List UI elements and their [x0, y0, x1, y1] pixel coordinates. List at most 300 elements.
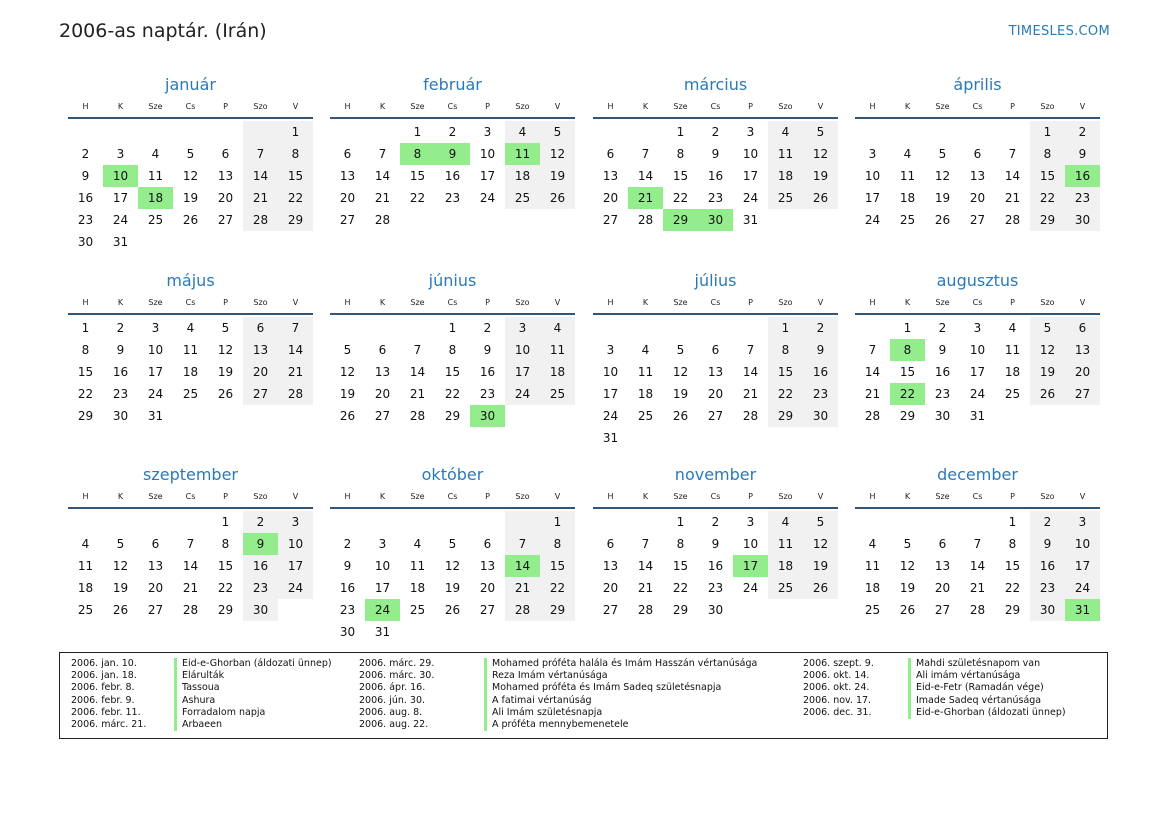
- day-cell: 27: [707, 409, 724, 423]
- empty-cell: [593, 511, 628, 533]
- day-cell: 28: [243, 209, 278, 231]
- month-4: [855, 73, 1100, 231]
- weekday-header: V: [540, 487, 575, 509]
- day-cell: 28: [1004, 213, 1021, 227]
- empty-cell: [470, 209, 505, 231]
- day-cell: 29: [768, 405, 803, 427]
- weekday-header: H: [330, 487, 365, 509]
- day-cell: 5: [803, 511, 838, 533]
- day-cell: 11: [77, 559, 94, 573]
- empty-cell: [208, 231, 243, 253]
- day-cell: 5: [221, 321, 230, 335]
- empty-cell: [733, 599, 768, 621]
- day-cell: 19: [803, 555, 838, 577]
- month-name: február: [423, 75, 482, 94]
- weekday-header: H: [593, 487, 628, 509]
- day-cell: 10: [969, 343, 986, 357]
- month-5: [68, 269, 313, 427]
- day-cell: 6: [483, 537, 492, 551]
- day-cell: 13: [602, 169, 619, 183]
- legend-holiday-name: Arbaeen: [174, 719, 332, 731]
- day-cell: 1: [768, 317, 803, 339]
- day-cell: 5: [540, 121, 575, 143]
- weekday-header: V: [1065, 293, 1100, 315]
- weekday-header: K: [103, 293, 138, 315]
- day-cell: 25: [768, 187, 803, 209]
- day-cell: 17: [733, 555, 768, 577]
- day-cell: 7: [641, 147, 650, 161]
- day-cell: 18: [540, 361, 575, 383]
- weekday-header: Cs: [960, 293, 995, 315]
- day-cell: 12: [1030, 339, 1065, 361]
- empty-cell: [663, 427, 698, 449]
- day-cell: 21: [374, 191, 391, 205]
- legend-date: 2006. febr. 8.: [71, 682, 135, 694]
- legend-date: 2006. okt. 24.: [803, 682, 870, 694]
- day-cell: 24: [742, 581, 759, 595]
- day-cell: 8: [676, 537, 685, 551]
- day-cell: 9: [938, 343, 947, 357]
- day-cell: 31: [374, 625, 391, 639]
- weekday-header: V: [1065, 487, 1100, 509]
- weekday-header: Szo: [768, 293, 803, 315]
- day-cell: 26: [803, 577, 838, 599]
- day-cell: 4: [151, 147, 160, 161]
- weekday-header: Szo: [505, 293, 540, 315]
- day-cell: 10: [1065, 533, 1100, 555]
- weekday-header: K: [890, 293, 925, 315]
- weekday-header: H: [593, 293, 628, 315]
- day-cell: 7: [186, 537, 195, 551]
- day-cell: 17: [147, 365, 164, 379]
- day-cell: 27: [934, 603, 951, 617]
- day-cell: 14: [864, 365, 881, 379]
- day-cell: 19: [182, 191, 199, 205]
- day-cell: 13: [934, 559, 951, 573]
- day-cell: 16: [479, 365, 496, 379]
- day-cell: 13: [707, 365, 724, 379]
- day-cell: 21: [409, 387, 426, 401]
- empty-cell: [435, 621, 470, 643]
- day-cell: 19: [444, 581, 461, 595]
- day-cell: 2: [711, 125, 720, 139]
- day-cell: 4: [505, 121, 540, 143]
- day-cell: 5: [803, 121, 838, 143]
- day-cell: 3: [116, 147, 125, 161]
- empty-cell: [925, 121, 960, 143]
- day-cell: 16: [803, 361, 838, 383]
- day-cell: 14: [409, 365, 426, 379]
- empty-cell: [768, 427, 803, 449]
- day-cell: 2: [81, 147, 90, 161]
- day-cell: 6: [938, 537, 947, 551]
- day-cell: 3: [1065, 511, 1100, 533]
- day-cell: 1: [81, 321, 90, 335]
- day-cell: 15: [77, 365, 94, 379]
- day-cell: 17: [112, 191, 129, 205]
- empty-cell: [278, 231, 313, 253]
- day-cell: 9: [1065, 143, 1100, 165]
- day-cell: 25: [540, 383, 575, 405]
- weekday-header: Cs: [960, 487, 995, 509]
- day-cell: 29: [1030, 209, 1065, 231]
- empty-cell: [470, 621, 505, 643]
- empty-cell: [470, 511, 505, 533]
- weekday-header: Sze: [400, 487, 435, 509]
- weekday-header: Sze: [400, 97, 435, 119]
- day-cell: 22: [1030, 187, 1065, 209]
- site-link[interactable]: TIMESLES.COM: [1008, 24, 1110, 39]
- day-cell: 23: [1030, 577, 1065, 599]
- day-cell: 3: [505, 317, 540, 339]
- day-cell: 5: [116, 537, 125, 551]
- day-cell: 28: [374, 213, 391, 227]
- empty-cell: [173, 121, 208, 143]
- day-cell: 3: [746, 515, 755, 529]
- day-cell: 11: [505, 143, 540, 165]
- weekday-header: K: [628, 487, 663, 509]
- empty-cell: [803, 209, 838, 231]
- day-cell: 22: [540, 577, 575, 599]
- weekday-header: P: [208, 487, 243, 509]
- empty-cell: [628, 511, 663, 533]
- month-6: [330, 269, 575, 427]
- weekday-header: Cs: [698, 487, 733, 509]
- day-cell: 8: [278, 143, 313, 165]
- day-cell: 16: [243, 555, 278, 577]
- empty-cell: [628, 121, 663, 143]
- day-cell: 23: [112, 387, 129, 401]
- day-cell: 20: [479, 581, 496, 595]
- legend-dates-col2: [359, 658, 434, 731]
- day-cell: 31: [742, 213, 759, 227]
- weekday-header: Sze: [925, 97, 960, 119]
- day-cell: 15: [768, 361, 803, 383]
- day-cell: 13: [374, 365, 391, 379]
- day-cell: 28: [409, 409, 426, 423]
- day-cell: 18: [182, 365, 199, 379]
- day-cell: 25: [77, 603, 94, 617]
- day-cell: 28: [742, 409, 759, 423]
- day-cell: 15: [278, 165, 313, 187]
- weekday-header: K: [628, 293, 663, 315]
- day-cell: 4: [868, 537, 877, 551]
- legend-dates-col3: [803, 658, 874, 719]
- weekday-header: V: [278, 293, 313, 315]
- day-cell: 27: [1065, 383, 1100, 405]
- legend-date: 2006. okt. 14.: [803, 670, 870, 682]
- empty-cell: [925, 511, 960, 533]
- day-cell: 13: [339, 169, 356, 183]
- legend-date: 2006. aug. 22.: [359, 718, 429, 730]
- day-cell: 10: [479, 147, 496, 161]
- day-cell: 20: [969, 191, 986, 205]
- empty-cell: [435, 511, 470, 533]
- day-cell: 9: [711, 147, 720, 161]
- day-cell: 19: [112, 581, 129, 595]
- day-cell: 3: [973, 321, 982, 335]
- day-cell: 8: [221, 537, 230, 551]
- empty-cell: [173, 511, 208, 533]
- day-cell: 6: [343, 147, 352, 161]
- day-cell: 30: [112, 409, 129, 423]
- empty-cell: [330, 121, 365, 143]
- legend-date: 2006. febr. 11.: [71, 706, 141, 718]
- weekday-header: K: [365, 293, 400, 315]
- day-cell: 24: [365, 599, 400, 621]
- day-cell: 6: [1065, 317, 1100, 339]
- weekday-header: H: [855, 293, 890, 315]
- weekday-header: K: [103, 97, 138, 119]
- day-cell: 2: [938, 321, 947, 335]
- day-cell: 23: [339, 603, 356, 617]
- weekday-header: P: [470, 293, 505, 315]
- weekday-header: Cs: [173, 487, 208, 509]
- day-cell: 12: [182, 169, 199, 183]
- day-cell: 15: [1004, 559, 1021, 573]
- day-cell: 30: [470, 405, 505, 427]
- day-cell: 23: [934, 387, 951, 401]
- day-cell: 15: [1030, 165, 1065, 187]
- day-cell: 29: [278, 209, 313, 231]
- holiday-legend: [59, 652, 1108, 739]
- day-cell: 10: [278, 533, 313, 555]
- empty-cell: [365, 317, 400, 339]
- day-cell: 10: [602, 365, 619, 379]
- weekday-header: Cs: [435, 293, 470, 315]
- day-cell: 30: [698, 209, 733, 231]
- day-cell: 27: [147, 603, 164, 617]
- weekday-header: P: [995, 97, 1030, 119]
- day-cell: 8: [676, 147, 685, 161]
- weekday-header: K: [890, 487, 925, 509]
- day-cell: 12: [803, 143, 838, 165]
- day-cell: 26: [112, 603, 129, 617]
- weekday-header: P: [733, 487, 768, 509]
- day-cell: 30: [934, 409, 951, 423]
- month-name: december: [937, 465, 1018, 484]
- empty-cell: [173, 231, 208, 253]
- page-title: 2006-as naptár. (Irán): [59, 20, 267, 42]
- legend-date: 2006. aug. 8.: [359, 706, 423, 718]
- weekday-header: P: [995, 293, 1030, 315]
- day-cell: 14: [182, 559, 199, 573]
- legend-holiday-name: A fatimai vértanúság: [484, 695, 757, 707]
- day-cell: 25: [182, 387, 199, 401]
- empty-cell: [890, 121, 925, 143]
- legend-holiday-name: Eid-e-Ghorban (áldozati ünnep): [174, 658, 332, 670]
- day-cell: 4: [641, 343, 650, 357]
- day-cell: 20: [217, 191, 234, 205]
- weekday-header: Sze: [663, 97, 698, 119]
- day-cell: 6: [243, 317, 278, 339]
- day-cell: 24: [1065, 577, 1100, 599]
- day-cell: 1: [676, 515, 685, 529]
- day-cell: 6: [221, 147, 230, 161]
- day-cell: 10: [864, 169, 881, 183]
- day-cell: 14: [505, 555, 540, 577]
- weekday-header: Cs: [435, 97, 470, 119]
- day-cell: 9: [116, 343, 125, 357]
- day-cell: 26: [444, 603, 461, 617]
- day-cell: 7: [868, 343, 877, 357]
- day-cell: 1: [278, 121, 313, 143]
- empty-cell: [138, 511, 173, 533]
- day-cell: 22: [672, 581, 689, 595]
- day-cell: 20: [602, 581, 619, 595]
- legend-holiday-name: Imade Sadeq vértanúsága: [908, 695, 1066, 707]
- day-cell: 4: [768, 121, 803, 143]
- day-cell: 2: [803, 317, 838, 339]
- empty-cell: [173, 405, 208, 427]
- day-cell: 14: [637, 559, 654, 573]
- empty-cell: [960, 511, 995, 533]
- day-cell: 8: [768, 339, 803, 361]
- weekday-header: P: [470, 97, 505, 119]
- weekday-header: H: [330, 293, 365, 315]
- day-cell: 19: [803, 165, 838, 187]
- day-cell: 22: [217, 581, 234, 595]
- day-cell: 11: [864, 559, 881, 573]
- day-cell: 16: [707, 169, 724, 183]
- empty-cell: [208, 405, 243, 427]
- day-cell: 1: [903, 321, 912, 335]
- day-cell: 10: [374, 559, 391, 573]
- empty-cell: [330, 317, 365, 339]
- day-cell: 17: [1065, 555, 1100, 577]
- legend-holiday-name: Mohamed próféta és Imám Sadeq születésnapja: [484, 682, 757, 694]
- day-cell: 4: [768, 511, 803, 533]
- empty-cell: [855, 121, 890, 143]
- day-cell: 31: [112, 235, 129, 249]
- legend-holiday-name: Eid-e-Ghorban (áldozati ünnep): [908, 707, 1066, 719]
- day-cell: 29: [77, 409, 94, 423]
- day-cell: 4: [540, 317, 575, 339]
- day-cell: 19: [1030, 361, 1065, 383]
- day-cell: 29: [217, 603, 234, 617]
- month-name: szeptember: [142, 465, 238, 484]
- day-cell: 14: [1004, 169, 1021, 183]
- day-cell: 19: [339, 387, 356, 401]
- day-cell: 22: [278, 187, 313, 209]
- legend-date: 2006. jan. 10.: [71, 658, 137, 669]
- day-cell: 19: [899, 581, 916, 595]
- weekday-header: Szo: [1030, 487, 1065, 509]
- legend-date: 2006. márc. 30.: [359, 670, 435, 682]
- day-cell: 8: [540, 533, 575, 555]
- weekday-header: V: [278, 487, 313, 509]
- day-cell: 9: [803, 339, 838, 361]
- day-cell: 13: [243, 339, 278, 361]
- day-cell: 11: [540, 339, 575, 361]
- day-cell: 3: [278, 511, 313, 533]
- empty-cell: [803, 427, 838, 449]
- weekday-header: V: [803, 293, 838, 315]
- empty-cell: [995, 405, 1030, 427]
- day-cell: 30: [243, 599, 278, 621]
- day-cell: 9: [483, 343, 492, 357]
- day-cell: 27: [969, 213, 986, 227]
- day-cell: 3: [746, 125, 755, 139]
- legend-holiday-name: Tassoua: [174, 682, 332, 694]
- legend-holiday-name: Forradalom napja: [174, 707, 332, 719]
- day-cell: 28: [182, 603, 199, 617]
- legend-date: 2006. jan. 18.: [71, 670, 137, 682]
- day-cell: 4: [903, 147, 912, 161]
- day-cell: 25: [768, 577, 803, 599]
- day-cell: 2: [116, 321, 125, 335]
- day-cell: 18: [899, 191, 916, 205]
- day-cell: 21: [182, 581, 199, 595]
- day-cell: 24: [602, 409, 619, 423]
- day-cell: 28: [637, 213, 654, 227]
- day-cell: 28: [278, 383, 313, 405]
- day-cell: 14: [969, 559, 986, 573]
- empty-cell: [243, 121, 278, 143]
- day-cell: 26: [217, 387, 234, 401]
- month-11: [593, 463, 838, 621]
- day-cell: 17: [374, 581, 391, 595]
- day-cell: 18: [77, 581, 94, 595]
- day-cell: 22: [409, 191, 426, 205]
- legend-date: 2006. szept. 9.: [803, 658, 874, 669]
- day-cell: 11: [147, 169, 164, 183]
- day-cell: 12: [112, 559, 129, 573]
- day-cell: 21: [969, 581, 986, 595]
- day-cell: 16: [707, 559, 724, 573]
- day-cell: 28: [969, 603, 986, 617]
- empty-cell: [803, 599, 838, 621]
- weekday-header: K: [365, 97, 400, 119]
- day-cell: 5: [186, 147, 195, 161]
- weekday-header: V: [1065, 97, 1100, 119]
- weekday-header: Cs: [960, 97, 995, 119]
- day-cell: 1: [1008, 515, 1017, 529]
- day-cell: 27: [479, 603, 496, 617]
- day-cell: 14: [278, 339, 313, 361]
- day-cell: 7: [1008, 147, 1017, 161]
- day-cell: 15: [217, 559, 234, 573]
- day-cell: 19: [672, 387, 689, 401]
- day-cell: 9: [81, 169, 90, 183]
- day-cell: 30: [803, 405, 838, 427]
- day-cell: 26: [934, 213, 951, 227]
- weekday-header: Cs: [173, 97, 208, 119]
- weekday-header: Sze: [663, 487, 698, 509]
- day-cell: 27: [602, 213, 619, 227]
- empty-cell: [505, 511, 540, 533]
- day-cell: 23: [1065, 187, 1100, 209]
- day-cell: 20: [934, 581, 951, 595]
- day-cell: 15: [409, 169, 426, 183]
- day-cell: 11: [182, 343, 199, 357]
- day-cell: 20: [602, 191, 619, 205]
- weekday-header: H: [68, 487, 103, 509]
- empty-cell: [330, 511, 365, 533]
- day-cell: 29: [672, 603, 689, 617]
- day-cell: 23: [243, 577, 278, 599]
- weekday-header: V: [803, 487, 838, 509]
- day-cell: 20: [243, 361, 278, 383]
- day-cell: 5: [676, 343, 685, 357]
- day-cell: 22: [768, 383, 803, 405]
- empty-cell: [1065, 405, 1100, 427]
- empty-cell: [733, 317, 768, 339]
- day-cell: 23: [479, 387, 496, 401]
- day-cell: 8: [890, 339, 925, 361]
- day-cell: 26: [1030, 383, 1065, 405]
- day-cell: 26: [803, 187, 838, 209]
